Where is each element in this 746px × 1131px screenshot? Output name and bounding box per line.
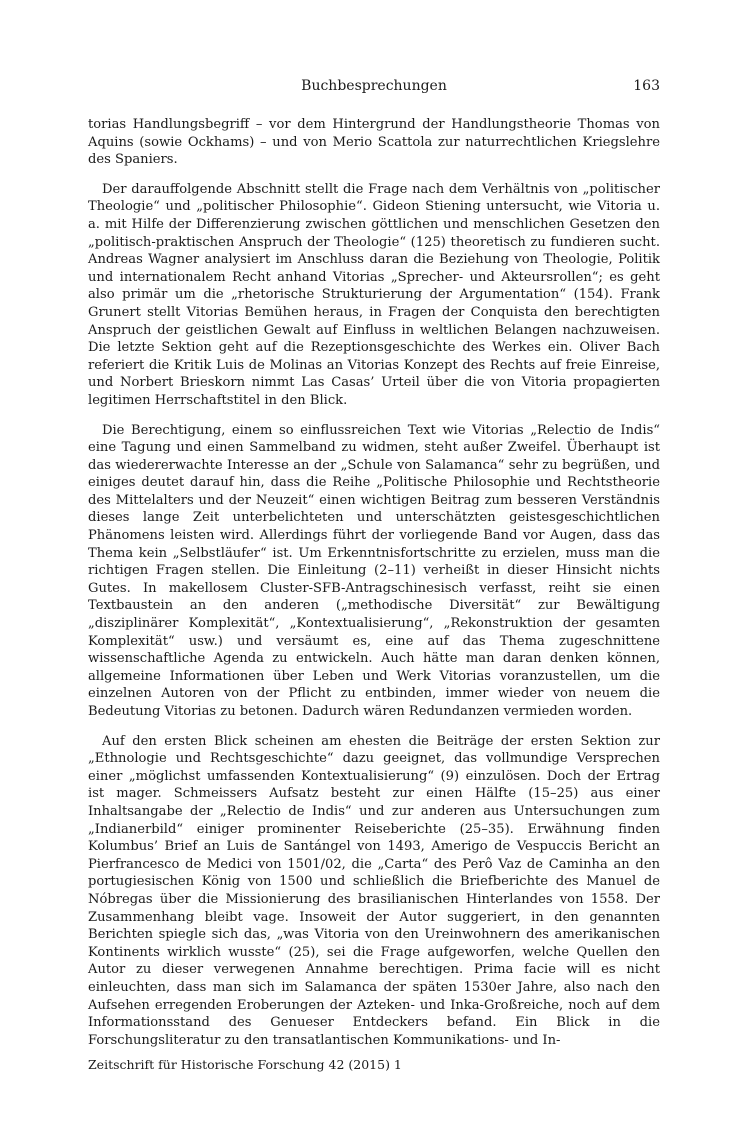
paragraph: Die Berechtigung, einem so einflussreichen Text wie Vitorias „Relectio de Indis“ eine Tagung und einen Sammelband zu widmen, steht außer Zweifel. Überhaupt ist das wiedererwachte Interesse an der „Schule von Salamanca“ sehr zu begrüßen, und einiges deutet darauf hin, dass die Reihe „Politische Philosophie und Rechtstheorie des Mittelalters und der Neuzeit“ einen wichtigen Beitrag zum besseren Verständnis dieses lange Zeit unterbelichteten und unterschätzten geistesgeschichtlichen Phänomens leisten wird. Allerdings führt der vorliegende Band vor Augen, dass das Thema kein „Selbstläufer“ ist. Um Erkenntnisfortschritte zu erzielen, muss man die richtigen Fragen stellen. Die Einleitung (2–11) verheißt in dieser Hinsicht nichts Gutes. In makellosem Cluster-SFB-Antragschinesisch verfasst, reiht sie einen Textbaustein an den anderen („methodische Diversität“ zur Bewältigung „disziplinärer Komplexität“, „Kontextualisierung“, „Rekonstruktion der gesamten Komplexität“ usw.) und versäumt es, eine auf das Thema zugeschnittene wissenschaftliche Agenda zu entwickeln. Auch hätte man daran denken können, allgemeine Informationen über Leben und Werk Vitorias voranzustellen, um die einzelnen Autoren von der Pflicht zu entbinden, immer wieder von neuem die Bedeutung Vitorias zu betonen. Dadurch wären Redundanzen vermieden worden. — [88, 422, 660, 719]
paragraph-continued: torias Handlungsbegriff – vor dem Hintergrund der Handlungstheorie Thomas von Aquins (sowie Ockhams) – und von Merio Scattola zur naturrechtlichen Kriegslehre des Spaniers. — [88, 117, 660, 168]
paragraph: Der darauffolgende Abschnitt stellt die Frage nach dem Verhältnis von „politischer Theologie“ und „politischer Philosophie“. Gideon Stiening untersucht, wie Vitoria u. a. mit Hilfe der Differenzierung zwischen göttlichen und menschlichen Gesetzen den „politisch-praktischen Anspruch der Theologie“ (125) theoretisch zu fundieren sucht. Andreas Wagner analysiert im Anschluss daran die Beziehung von Theologie, Politik und internationalem Recht anhand Vitorias „Sprecher- und Akteursrollen“; es geht also primär um die „rhetorische Strukturierung der Argumentation“ (154). Frank Grunert stellt Vitorias Bemühen heraus, in Fragen der Conquista den berechtigten Anspruch der geistlichen Gewalt auf Einfluss in weltlichen Belangen nachzuweisen. Die letzte Sektion geht auf die Rezeptionsgeschichte des Werkes ein. Oliver Bach referiert die Kritik Luis de Molinas an Vitorias Konzept des Rechts auf freie Einreise, und Norbert Brieskorn nimmt Las Casas’ Urteil über die von Vitoria propagierten legitimen Herrschaftstitel in den Blick. — [88, 181, 660, 408]
body-text — [88, 116, 660, 1049]
page — [88, 78, 660, 1061]
journal-footer: Zeitschrift für Historische Forschung 42 (2015) 1 — [88, 1057, 402, 1072]
running-title: Buchbesprechungen — [301, 78, 447, 94]
page-number: 163 — [633, 78, 660, 94]
running-head — [88, 78, 660, 102]
paragraph: Auf den ersten Blick scheinen am ehesten die Beiträge der ersten Sektion zur „Ethnologie und Rechtsgeschichte“ dazu geeignet, das vollmundige Versprechen einer „möglichst umfassenden Kontextualisierung“ (9) einzulösen. Doch der Ertrag ist mager. Schmeissers Aufsatz besteht zur einen Hälfte (15–25) aus einer Inhaltsangabe der „Relectio de Indis“ und zur anderen aus Untersuchungen zum „Indianerbild“ einiger prominenter Reiseberichte (25–35). Erwähnung finden Kolumbus’ Brief an Luis de Santángel von 1493, Amerigo de Vespuccis Bericht an Pierfrancesco de Medici von 1501/02, die „Carta“ des Perô Vaz de Caminha an den portugiesischen König von 1500 und schließlich die Briefberichte des Manuel de Nóbregas über die Missionierung des brasilianischen Hinterlandes von 1558. Der Zusammenhang bleibt vage. Insoweit der Autor suggeriert, in den genannten Berichten spiegle sich das, „was Vitoria von den Ureinwohnern des amerikanischen Kontinents wirklich wusste“ (25), sei die Frage aufgeworfen, welche Quellen den Autor zu dieser verwegenen Annahme berechtigen. Prima facie will es nicht einleuchten, dass man sich im Salamanca der späten 1530er Jahre, also nach den Aufsehen erregenden Eroberungen der Azteken- und Inka-Großreiche, noch auf dem Informationsstand des Genueser Entdeckers befand. Ein Blick in die Forschungsliteratur zu den transatlantischen Kommunikations- und In- — [88, 733, 660, 1048]
